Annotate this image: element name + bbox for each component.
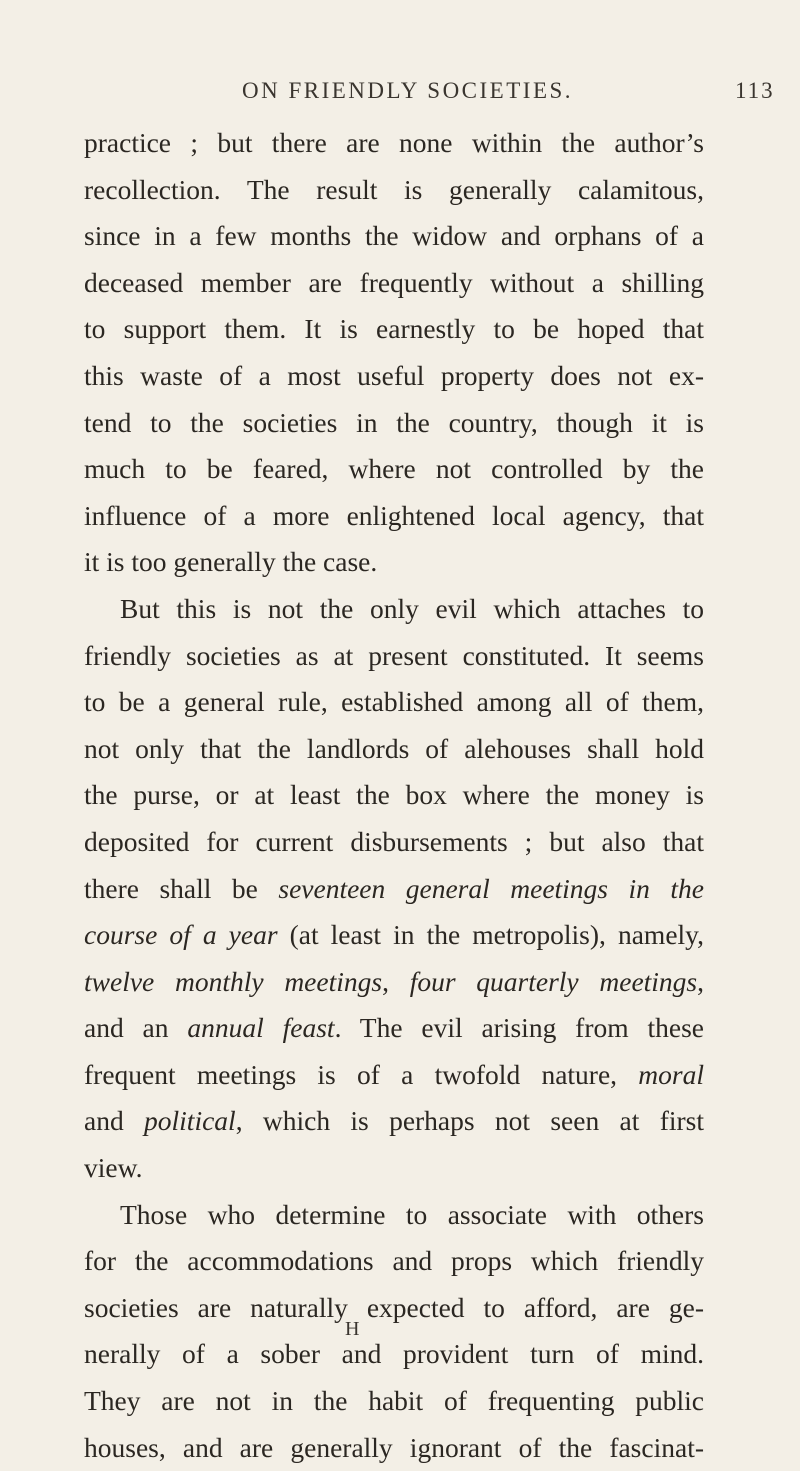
text-line (84, 1005, 704, 1052)
text-line: houses, and are generally ignorant of the fascinat- (84, 1431, 704, 1463)
text-segment: , (697, 965, 705, 997)
text-line: practice ; but there are none within the author’s (84, 127, 704, 158)
text-line (84, 912, 704, 959)
text-line: to be a general rule, established among all of them, (84, 686, 704, 718)
text-line: recollection. The result is generally calamitous, (84, 173, 704, 205)
text-line: friendly societies as at present constituted. It seems (84, 639, 704, 671)
text-segment: (at least in the metropolis), namely, (277, 919, 705, 951)
text-line: nerally of a sober and provident turn of mind. (84, 1338, 704, 1370)
italic-segment: four quarterly meetings (409, 965, 698, 997)
signature-mark: H (345, 1318, 361, 1340)
text-line: influence of a more enlightened local agency, that (84, 499, 704, 531)
text-segment: , which is perhaps not seen at first (235, 1105, 704, 1137)
text-segment: and (84, 1105, 145, 1137)
italic-segment: political (144, 1105, 236, 1137)
text-line: not only that the landlords of alehouses shall hold (84, 732, 704, 764)
text-line: since in a few months the widow and orphans of a (84, 220, 704, 252)
italic-segment: moral (638, 1058, 704, 1090)
text-line (84, 1052, 704, 1099)
text-line: They are not in the habit of frequenting public (84, 1385, 704, 1417)
text-line (84, 959, 704, 1006)
text-line: deposited for current disbursements ; but also that (84, 825, 704, 857)
text-segment: and an (84, 1012, 188, 1044)
text-line: view. (84, 1152, 143, 1184)
text-line (84, 1098, 704, 1145)
text-segment: frequent meetings is of a twofold nature, (84, 1058, 639, 1090)
text-line (84, 866, 704, 913)
text-line: much to be feared, where not controlled by the (84, 453, 704, 485)
text-line: the purse, or at least the box where the money is (84, 779, 704, 811)
text-segment: . The evil arising from these (334, 1012, 704, 1044)
text-line: But this is not the only evil which attaches to (120, 592, 704, 624)
text-segment: there shall be (84, 872, 279, 904)
italic-segment: annual feast (187, 1012, 335, 1044)
body-text (84, 120, 704, 1471)
running-title: ON FRIENDLY SOCIETIES. (242, 78, 574, 103)
text-line: societies are naturally expected to afford, are ge- (84, 1291, 704, 1323)
text-line: Those who determine to associate with others (120, 1198, 704, 1230)
italic-segment: twelve monthly meetings (84, 965, 383, 997)
page-number: 113 (735, 78, 775, 103)
italic-segment: seventeen general meetings in the (278, 872, 704, 904)
text-line: it is too generally the case. (84, 546, 378, 578)
italic-segment: course of a year (84, 919, 278, 951)
text-line: for the accommodations and props which friendly (84, 1245, 704, 1277)
text-segment: , (382, 965, 410, 997)
text-line: this waste of a most useful property does not ex- (84, 359, 704, 391)
text-line: to support them. It is earnestly to be hoped that (84, 313, 704, 345)
running-head (0, 78, 800, 108)
text-line: tend to the societies in the country, though it is (84, 406, 704, 438)
text-line: deceased member are frequently without a shilling (84, 266, 704, 298)
